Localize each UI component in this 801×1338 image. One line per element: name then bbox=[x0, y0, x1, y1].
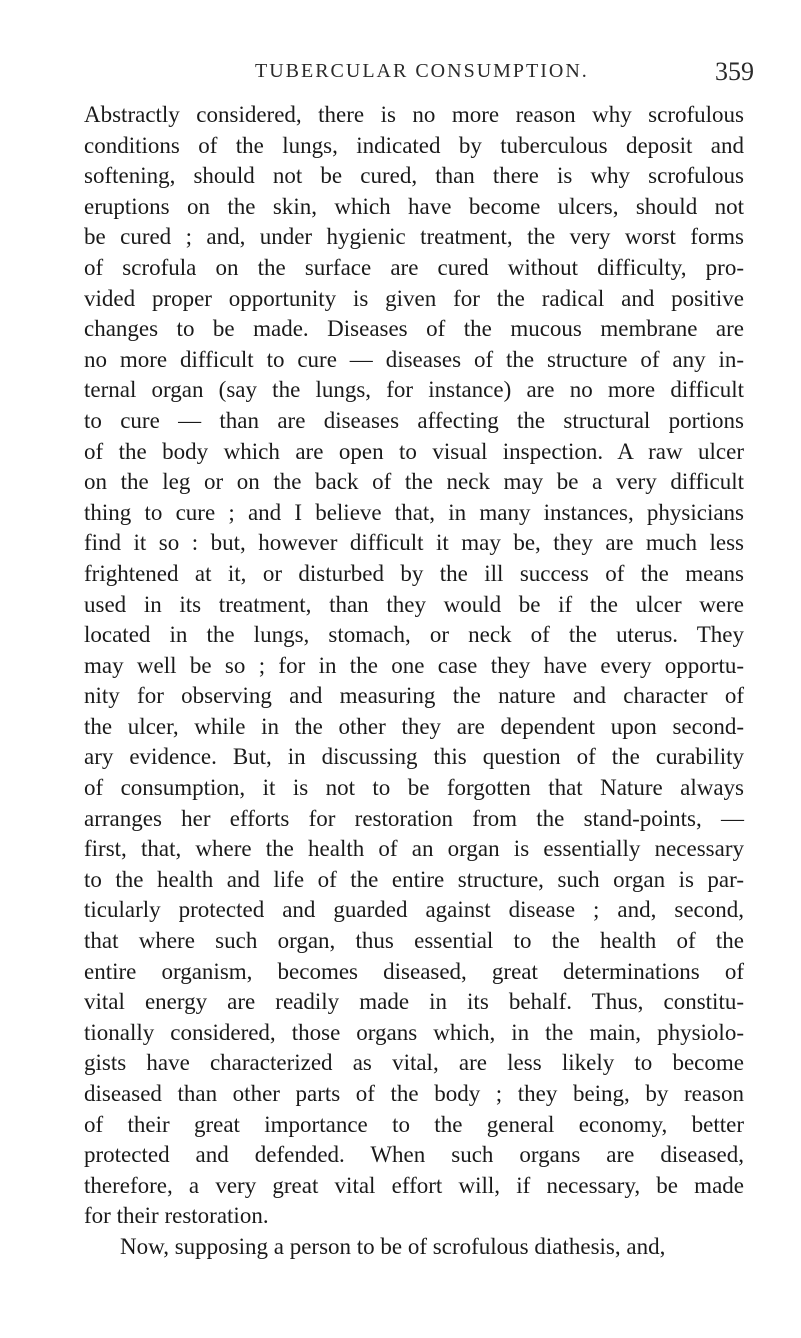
text-line: gists have characterized as vital, are less likely to become bbox=[84, 1050, 744, 1076]
text-line: of consumption, it is not to be forgotten that Nature always bbox=[84, 775, 744, 801]
text-line: be cured ; and, under hygienic treatment, the very worst forms bbox=[84, 224, 744, 250]
text-line: of the body which are open to visual inspection. A raw ulcer bbox=[84, 438, 744, 464]
running-title: TUBERCULAR CONSUMPTION. bbox=[255, 60, 589, 82]
text-line: that where such organ, thus essential to the health of the bbox=[84, 928, 744, 954]
text-line: no more difficult to cure — diseases of the structure of any in- bbox=[84, 346, 744, 372]
text-line: ternal organ (say the lungs, for instance) are no more difficult bbox=[84, 377, 744, 403]
text-line: to the health and life of the entire structure, such organ is par- bbox=[84, 866, 744, 892]
text-line: vital energy are readily made in its behalf. Thus, constitu- bbox=[84, 989, 744, 1015]
text-line: thing to cure ; and I believe that, in many instances, physicians bbox=[84, 499, 744, 525]
text-line: Now, supposing a person to be of scrofulous diathesis, and, bbox=[120, 1233, 666, 1259]
text-line: therefore, a very great vital effort will, if necessary, be made bbox=[84, 1172, 744, 1198]
text-line: protected and defended. When such organs are diseased, bbox=[84, 1142, 744, 1168]
running-head bbox=[0, 57, 801, 90]
text-line: for their restoration. bbox=[84, 1203, 269, 1229]
text-line: of their great importance to the general economy, better bbox=[84, 1111, 744, 1137]
text-line: of scrofula on the surface are cured without difficulty, pro- bbox=[84, 254, 744, 280]
text-line: changes to be made. Diseases of the mucous membrane are bbox=[84, 316, 744, 342]
text-line: arranges her efforts for restoration from the stand-points, — bbox=[84, 805, 744, 831]
text-line: on the leg or on the back of the neck may be a very difficult bbox=[84, 469, 744, 495]
text-line: first, that, where the health of an organ is essentially necessary bbox=[84, 836, 744, 862]
text-line: located in the lungs, stomach, or neck of the uterus. They bbox=[84, 622, 744, 648]
text-line: conditions of the lungs, indicated by tuberculous deposit and bbox=[84, 132, 744, 158]
text-line: entire organism, becomes diseased, great determinations of bbox=[84, 958, 744, 984]
text-line: softening, should not be cured, than there is why scrofulous bbox=[84, 163, 744, 189]
text-line: diseased than other parts of the body ; they being, by reason bbox=[84, 1081, 744, 1106]
text-line: frightened at it, or disturbed by the ill success of the means bbox=[84, 560, 744, 586]
text-line: nity for observing and measuring the nature and character of bbox=[84, 683, 744, 709]
text-line: vided proper opportunity is given for the radical and positive bbox=[84, 285, 744, 311]
page-number: 359 bbox=[715, 57, 754, 86]
text-line: tionally considered, those organs which, in the main, physiolo- bbox=[84, 1019, 744, 1045]
text-line: used in its treatment, than they would be if the ulcer were bbox=[84, 591, 744, 617]
text-line: Abstractly considered, there is no more reason why scrofulous bbox=[84, 102, 744, 127]
text-line: to cure — than are diseases affecting the structural portions bbox=[84, 407, 744, 433]
text-line: eruptions on the skin, which have become ulcers, should not bbox=[84, 193, 744, 219]
text-line: find it so : but, however difficult it may be, they are much less bbox=[84, 530, 744, 556]
text-line: may well be so ; for in the one case they have every opportu- bbox=[84, 652, 744, 678]
text-line: ary evidence. But, in discussing this question of the curability bbox=[84, 744, 744, 770]
text-line: ticularly protected and guarded against disease ; and, second, bbox=[84, 897, 744, 923]
body-text bbox=[84, 100, 744, 1263]
text-line: the ulcer, while in the other they are dependent upon second- bbox=[84, 713, 744, 739]
